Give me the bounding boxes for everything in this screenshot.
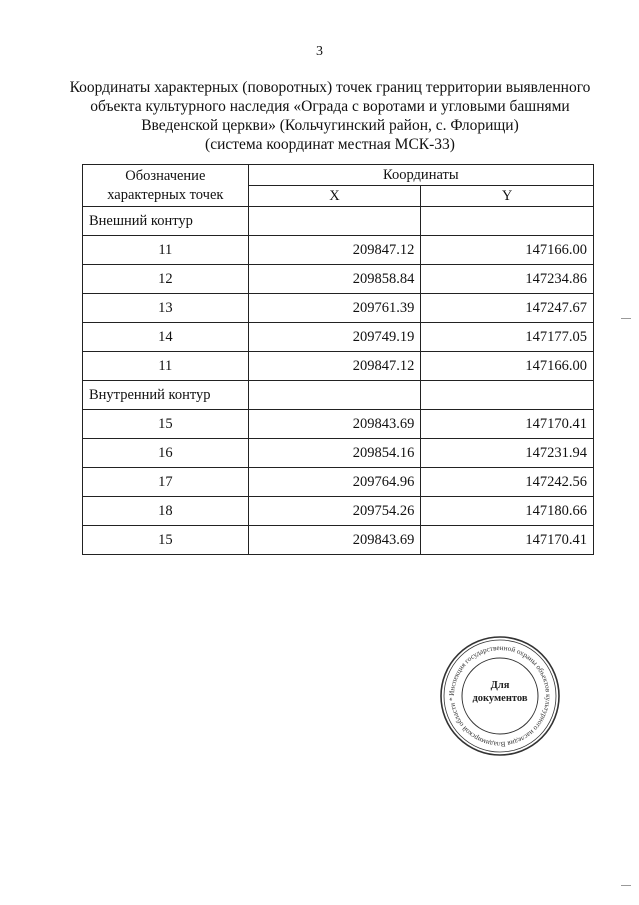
header-coordinates: Координаты [248, 165, 593, 186]
point-cell: 14 [83, 323, 249, 352]
coordinates-table [82, 164, 594, 555]
table-row [83, 294, 594, 323]
x-cell: 209854.16 [248, 439, 421, 468]
x-cell: 209761.39 [248, 294, 421, 323]
title-line-3: Введенской церкви» (Кольчугинский район, с. Флорищи) [141, 117, 519, 134]
table-row [83, 323, 594, 352]
point-cell: 17 [83, 468, 249, 497]
table-row [83, 410, 594, 439]
empty-cell [248, 207, 421, 236]
y-cell: 147242.56 [421, 468, 594, 497]
seal-ring-text: Инспекция государственной охраны объектов культурного наследия Владимирской области * [447, 643, 553, 749]
table-row [83, 265, 594, 294]
x-cell: 209847.12 [248, 236, 421, 265]
header-designation-line1: Обозначение [125, 167, 206, 184]
table-row [83, 526, 594, 555]
scan-edge-mark [621, 885, 631, 886]
x-cell: 209843.69 [248, 526, 421, 555]
table-row [83, 497, 594, 526]
section-label-outer: Внешний контур [83, 207, 249, 236]
y-cell: 147247.67 [421, 294, 594, 323]
y-cell: 147166.00 [421, 236, 594, 265]
header-x: X [248, 186, 421, 207]
point-cell: 16 [83, 439, 249, 468]
empty-cell [421, 381, 594, 410]
x-cell: 209754.26 [248, 497, 421, 526]
y-cell: 147234.86 [421, 265, 594, 294]
x-cell: 209764.96 [248, 468, 421, 497]
document-title [60, 78, 600, 154]
header-y: Y [421, 186, 594, 207]
title-line-1: Координаты характерных (поворотных) точек границ территории выявленного [69, 79, 591, 96]
table-row [83, 236, 594, 265]
section-row [83, 381, 594, 410]
y-cell: 147177.05 [421, 323, 594, 352]
section-row [83, 207, 594, 236]
title-line-4: (система координат местная МСК-33) [205, 136, 455, 153]
point-cell: 18 [83, 497, 249, 526]
seal-center-text [438, 679, 562, 705]
x-cell: 209749.19 [248, 323, 421, 352]
table-row [83, 352, 594, 381]
y-cell: 147170.41 [421, 410, 594, 439]
y-cell: 147231.94 [421, 439, 594, 468]
page-number: 3 [316, 44, 323, 59]
seal-center-line1: Для [490, 680, 510, 691]
scan-edge-mark [621, 318, 631, 319]
y-cell: 147180.66 [421, 497, 594, 526]
section-label-inner: Внутренний контур [83, 381, 249, 410]
official-seal-stamp [438, 634, 562, 758]
header-designation-line2: характерных точек [107, 186, 224, 203]
point-cell: 11 [83, 236, 249, 265]
point-cell: 11 [83, 352, 249, 381]
x-cell: 209858.84 [248, 265, 421, 294]
title-line-2: объекта культурного наследия «Ограда с воротами и угловыми башнями [90, 98, 570, 115]
table-row [83, 439, 594, 468]
empty-cell [248, 381, 421, 410]
x-cell: 209847.12 [248, 352, 421, 381]
y-cell: 147170.41 [421, 526, 594, 555]
table-header-row [83, 165, 594, 186]
y-cell: 147166.00 [421, 352, 594, 381]
table-row [83, 468, 594, 497]
point-cell: 15 [83, 526, 249, 555]
header-designation [83, 165, 249, 207]
point-cell: 12 [83, 265, 249, 294]
point-cell: 13 [83, 294, 249, 323]
x-cell: 209843.69 [248, 410, 421, 439]
point-cell: 15 [83, 410, 249, 439]
seal-center-line2: документов [472, 693, 528, 704]
empty-cell [421, 207, 594, 236]
